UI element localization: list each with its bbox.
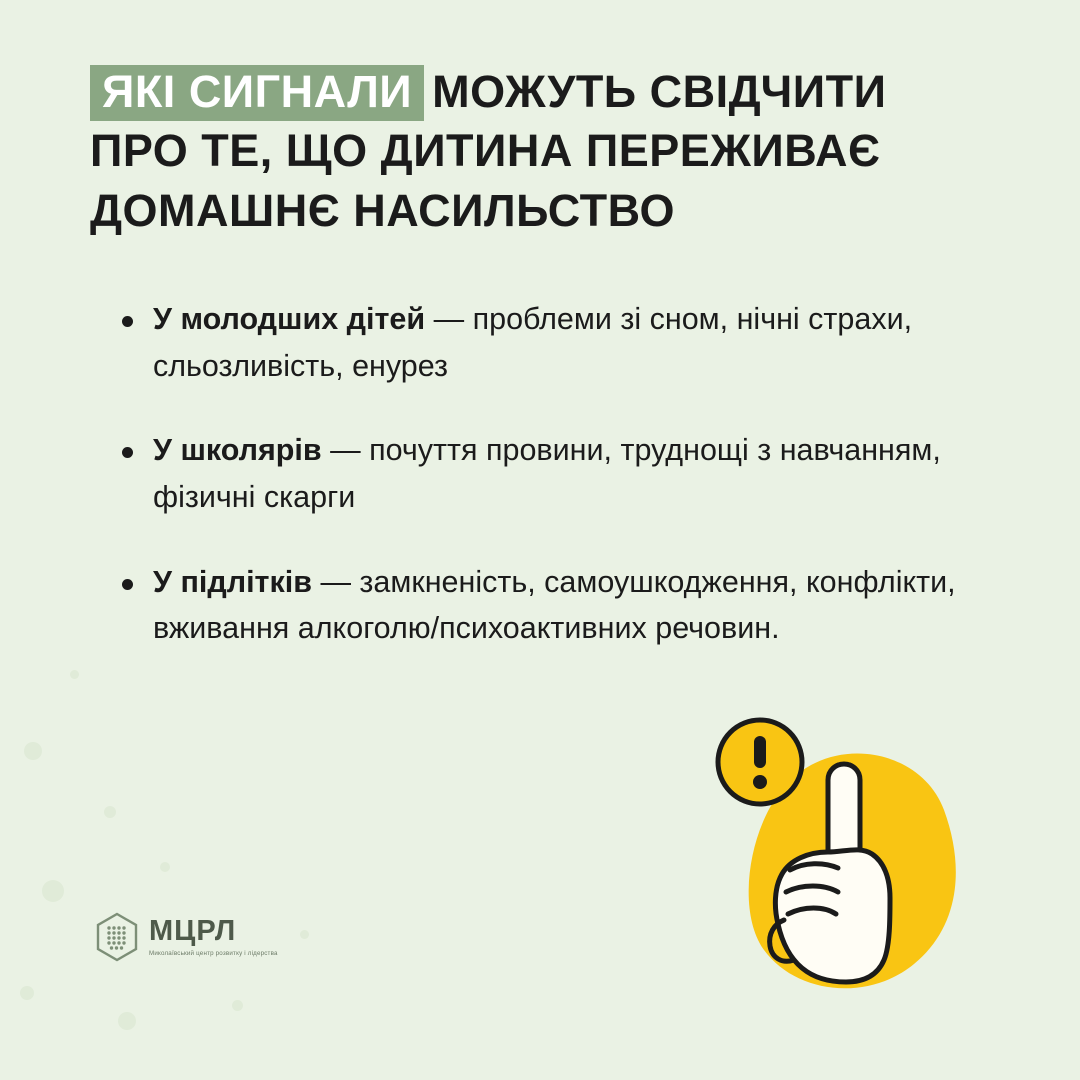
decorative-dot <box>104 806 116 818</box>
warning-hand-pointing-up-illustration <box>678 702 1008 1032</box>
page-title <box>90 62 1000 240</box>
list-item-lead: У школярів <box>153 433 322 468</box>
logo-tagline: Миколаївський центр розвитку і лідерства <box>149 949 278 957</box>
decorative-dot <box>24 742 42 760</box>
hexagon-dots-icon <box>95 912 139 962</box>
heading-line-1-rest: МОЖУТЬ СВІДЧИТИ <box>432 66 887 117</box>
decorative-dot <box>70 670 79 679</box>
list-item-lead: У молодших дітей <box>153 302 426 336</box>
heading-highlight: ЯКІ СИГНАЛИ <box>90 65 424 121</box>
list-item-rest: — почуття провини, труднощі з навчанням, фізичні скарги <box>153 433 941 514</box>
list-item <box>122 296 1002 389</box>
decorative-dot <box>20 986 34 1000</box>
decorative-dot <box>232 1000 243 1011</box>
list-item-rest: — проблеми зі сном, нічні страхи, сльозливість, енурез <box>153 302 913 383</box>
decorative-dot <box>300 930 309 939</box>
bullet-dot-icon <box>122 316 133 327</box>
decorative-dot <box>160 862 170 872</box>
list-item-text <box>153 559 993 652</box>
bullet-dot-icon <box>122 579 133 590</box>
list-item-lead: У підлітків <box>153 564 312 599</box>
signals-list <box>122 296 1002 690</box>
list-item <box>122 427 1002 520</box>
bullet-dot-icon <box>122 447 133 458</box>
heading-line-1 <box>90 62 1000 121</box>
list-item-text <box>153 427 993 520</box>
heading-line-3: ДОМАШНЄ НАСИЛЬСТВО <box>90 184 676 236</box>
decorative-dot <box>42 880 64 902</box>
logo-name: МЦРЛ <box>149 914 237 947</box>
list-item <box>122 559 1002 652</box>
organization-logo <box>95 912 278 962</box>
heading-line-2: ПРО ТЕ, ЩО ДИТИНА ПЕРЕЖИВАЄ <box>90 125 881 177</box>
decorative-dot <box>118 1012 136 1030</box>
list-item-rest: — замкненість, самоушкодження, конфлікти, вживання алкоголю/психоактивних речовин. <box>153 564 956 646</box>
list-item-text <box>153 296 993 389</box>
